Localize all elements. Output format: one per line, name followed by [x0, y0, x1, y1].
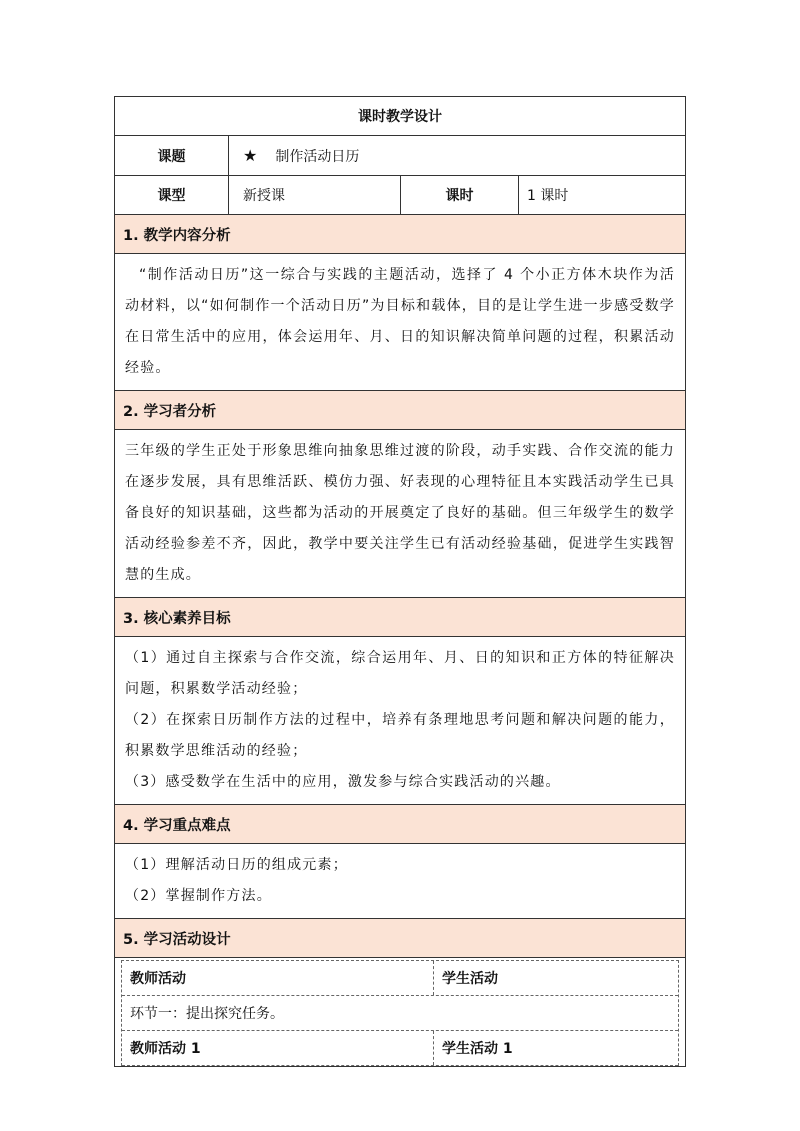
paragraph: （2）掌握制作方法。	[125, 888, 272, 904]
section-1-heading-row	[115, 215, 685, 254]
paragraph: （2）在探索日历制作方法的过程中，培养有条理地思考问题和解决问题的能力，积累数学思维活动的经验；	[125, 712, 675, 759]
section-1-body-row	[115, 254, 685, 391]
section-heading: 3. 核心素养目标	[115, 598, 685, 636]
section-4-body-row	[115, 844, 685, 919]
type-label: 课型	[115, 176, 229, 214]
title-row	[115, 97, 685, 136]
type-value: 新授课	[229, 176, 401, 214]
section-heading: 4. 学习重点难点	[115, 805, 685, 843]
activity-table	[121, 960, 679, 1066]
student-activity-1: 学生活动 1	[442, 1041, 513, 1057]
lesson-plan-table	[114, 96, 686, 1067]
type-row	[115, 176, 685, 215]
topic-label: 课题	[115, 136, 229, 175]
section-2-heading-row	[115, 391, 685, 430]
section-3-body	[115, 637, 685, 804]
paragraph: “制作活动日历”这一综合与实践的主题活动，选择了 4 个小正方体木块作为活动材料，以“如何制作一个活动日历”为目标和载体，目的是让学生进一步感受数学在日常生活中的应用，体会运用年、月、日的知识解决简单问题的过程，积累活动经验。	[125, 267, 675, 376]
section-2-body-row	[115, 430, 685, 598]
teacher-activity-1: 教师活动 1	[122, 1031, 434, 1065]
page-title: 课时教学设计	[358, 109, 442, 125]
section-5-heading-row	[115, 919, 685, 958]
paragraph: （3）感受数学在生活中的应用，激发参与综合实践活动的兴趣。	[125, 774, 561, 790]
star-icon: ★	[243, 146, 258, 165]
topic-cell	[229, 136, 685, 175]
stage-row	[122, 996, 678, 1031]
paragraph: （1）通过自主探索与合作交流，综合运用年、月、日的知识和正方体的特征解决问题，积累数学活动经验；	[125, 650, 675, 697]
topic-row	[115, 136, 685, 176]
section-heading: 5. 学习活动设计	[115, 919, 685, 957]
section-3-body-row	[115, 637, 685, 805]
hours-value: 1 课时	[527, 188, 569, 204]
section-4-heading-row	[115, 805, 685, 844]
stage-1-label: 环节一：提出探究任务。	[130, 1006, 284, 1022]
section-heading: 1. 教学内容分析	[115, 215, 685, 253]
teacher-activity-header: 教师活动	[122, 961, 434, 995]
activity-1-row	[122, 1031, 678, 1066]
paragraph: （1）理解活动日历的组成元素；	[125, 857, 348, 873]
section-1-body	[115, 254, 685, 390]
section-heading: 2. 学习者分析	[115, 391, 685, 429]
hours-label: 课时	[401, 176, 519, 214]
section-4-body	[115, 844, 358, 918]
activity-table-wrapper	[115, 960, 685, 1066]
activity-table-row	[115, 958, 685, 1066]
section-3-heading-row	[115, 598, 685, 637]
paragraph: 三年级的学生正处于形象思维向抽象思维过渡的阶段，动手实践、合作交流的能力在逐步发展，具有思维活跃、模仿力强、好表现的心理特征且本实践活动学生已具备良好的知识基础，这些都为活动的开展奠定了良好的基础。但三年级学生的数学活动经验参差不齐，因此，教学中要关注学生已有活动经验基础，促进学生实践智慧的生成。	[125, 443, 675, 583]
topic-value: 制作活动日历	[275, 148, 360, 165]
student-activity-header: 学生活动	[442, 971, 498, 987]
activity-header-row	[122, 961, 678, 996]
section-2-body	[115, 430, 685, 597]
